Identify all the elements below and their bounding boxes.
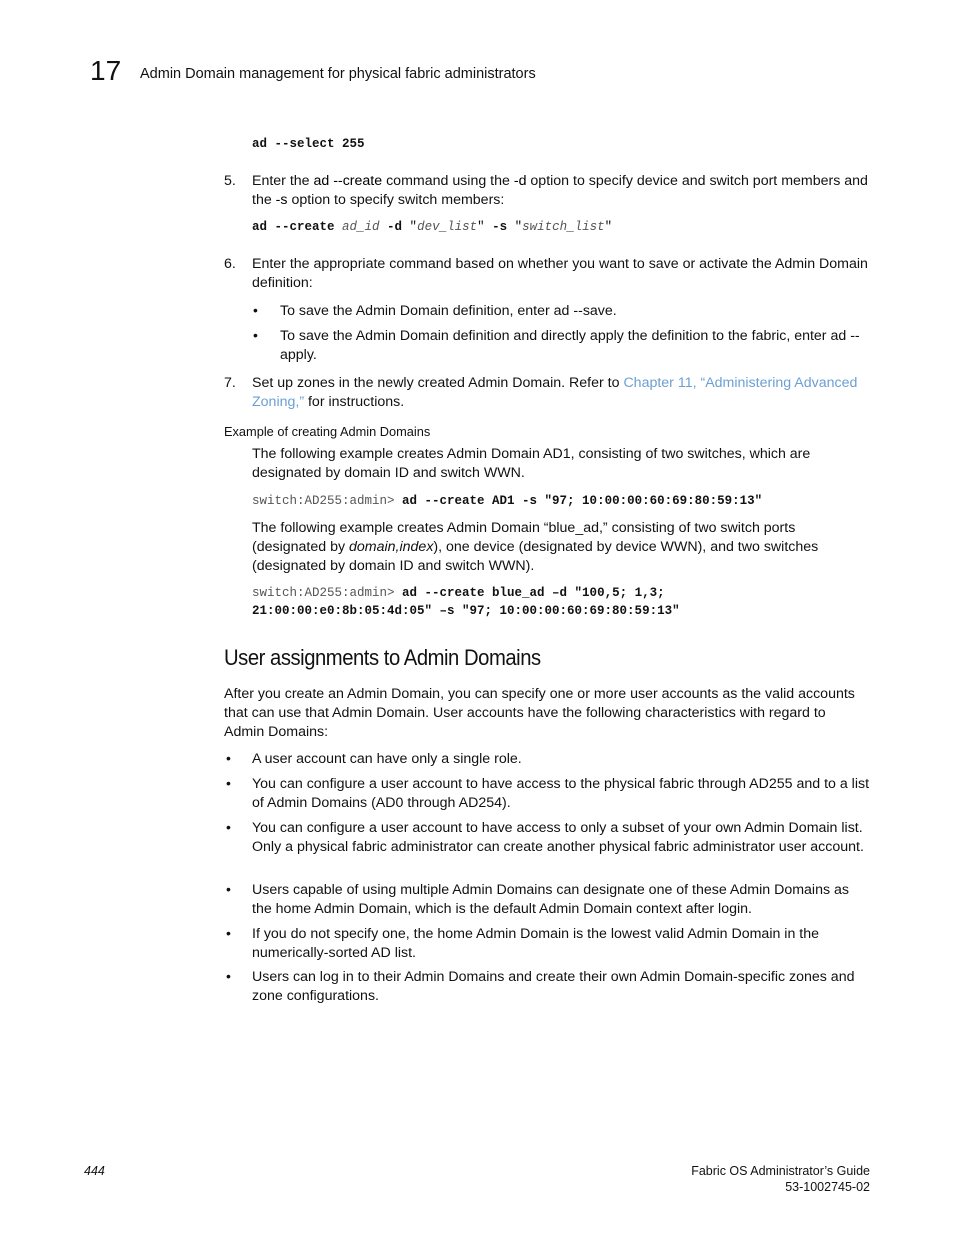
step-5-text-4: option to specify switch members: — [287, 192, 505, 208]
step-5-text-3: option to specify device and switch port members and the — [252, 173, 868, 208]
section-intro: After you create an Admin Domain, you can specify one or more user accounts as the valid accounts that can use that Admin Domain. User accounts have the following characteristics with regard to Admin Domains: — [224, 686, 855, 740]
step-5-number: 5. — [224, 173, 236, 189]
guide-title: Fabric OS Administrator’s Guide — [691, 1164, 870, 1178]
step-7-text-1: Set up zones in the newly created Admin Domain. Refer to — [252, 375, 624, 391]
bullet-icon: • — [226, 925, 231, 941]
code-prompt: switch:AD255:admin> — [252, 494, 403, 508]
code-quote: " — [409, 220, 418, 234]
code-line-1: ad --create blue_ad –d "100,5; 1,3; — [402, 586, 665, 600]
chapter-11-link[interactable]: Chapter 11, “Administering Advanced Zoning,” — [252, 375, 858, 410]
step-5-opt-s: -s — [275, 192, 288, 208]
code-prompt: switch:AD255:admin> — [252, 586, 403, 600]
code-create-syntax — [252, 218, 612, 236]
list-item: You can configure a user account to have access to only a subset of your own Admin Domain list. Only a physical fabric administrator can create another physical fabric administrator user account. — [252, 820, 864, 855]
code-select: ad --select 255 — [252, 137, 365, 151]
code-switch-list: switch_list — [522, 220, 605, 234]
step-7-text-2: for instructions. — [304, 394, 405, 410]
step-6-number: 6. — [224, 256, 236, 272]
bullet-1-end: . — [612, 303, 617, 319]
paragraph-2-part-b: ), one device (designated by device WWN), and two switches (designated by domain ID and switch WWN). — [252, 539, 819, 574]
bullet-1-cmd: ad --save — [553, 303, 613, 319]
step-6-text: Enter the appropriate command based on whether you want to save or activate the Admin Domain definition: — [252, 256, 868, 291]
step-5-text — [252, 172, 872, 210]
example-code-2 — [252, 584, 665, 602]
code-dev-list: dev_list — [417, 220, 478, 234]
step-7-text — [252, 374, 872, 412]
code-d-opt: -d — [379, 220, 410, 234]
code-s-opt: -s — [484, 220, 515, 234]
code-quote: " — [514, 220, 523, 234]
bullet-icon: • — [226, 750, 231, 766]
bullet-icon: • — [226, 775, 231, 791]
bullet-icon: • — [253, 302, 258, 318]
code-quote: " — [477, 220, 485, 234]
step-6-bullet-2 — [280, 327, 875, 365]
step-7-number: 7. — [224, 375, 236, 391]
section-heading: User assignments to Admin Domains — [224, 645, 541, 670]
bullet-icon: • — [226, 968, 231, 984]
list-item: A user account can have only a single role. — [252, 751, 522, 767]
example-paragraph-1: The following example creates Admin Domain AD1, consisting of two switches, which are designated by domain ID and switch WWN. — [252, 446, 811, 481]
paragraph-2-part-a: The following example creates Admin Domain “blue_ad,” consisting of two switch ports (designated by — [252, 520, 796, 555]
code-ad-id: ad_id — [342, 220, 380, 234]
bullet-icon: • — [226, 881, 231, 897]
list-item: Users capable of using multiple Admin Domains can designate one of these Admin Domains as the home Admin Domain, which is the default Admin Domain context after login. — [252, 882, 849, 917]
chapter-title: Admin Domain management for physical fabric administrators — [140, 66, 536, 82]
step-5-text-2: command using the — [382, 173, 514, 189]
code-command: ad --create AD1 -s "97; 10:00:00:60:69:80:59:13" — [402, 494, 763, 508]
bullet-2-cmd: ad --apply — [280, 328, 860, 363]
bullet-1-text: To save the Admin Domain definition, enter — [280, 303, 554, 319]
list-item: If you do not specify one, the home Admin Domain is the lowest valid Admin Domain in the numerically-sorted AD list. — [252, 926, 820, 961]
list-item: You can configure a user account to have access to the physical fabric through AD255 and to a list of Admin Domains (AD0 through AD254). — [252, 776, 870, 811]
step-5-text-1: Enter the — [252, 173, 314, 189]
chapter-number: 17 — [90, 55, 122, 86]
example-paragraph-2 — [252, 519, 867, 576]
bullet-2-text: To save the Admin Domain definition and directly apply the definition to the fabric, enter — [280, 328, 831, 344]
step-5-opt-d: -d — [513, 173, 527, 189]
bullet-icon: • — [226, 819, 231, 835]
example-code-1 — [252, 492, 762, 510]
bullet-icon: • — [253, 327, 258, 343]
code-create-part: ad --create — [252, 220, 343, 234]
step-5-cmd: ad --create — [313, 173, 383, 189]
step-6-bullet-1 — [280, 302, 875, 321]
page-number: 444 — [84, 1164, 105, 1178]
code-quote: " — [604, 220, 613, 234]
bullet-2-end: . — [312, 347, 317, 363]
example-code-2-line-2: 21:00:00:e0:8b:05:4d:05" –s "97; 10:00:00:60:69:80:59:13" — [252, 604, 680, 618]
list-item: Users can log in to their Admin Domains and create their own Admin Domain-specific zones and zone configurations. — [252, 969, 855, 1004]
paragraph-2-emphasis: domain,index — [349, 539, 434, 555]
example-heading: Example of creating Admin Domains — [224, 424, 431, 439]
doc-number: 53-1002745-02 — [785, 1180, 870, 1194]
